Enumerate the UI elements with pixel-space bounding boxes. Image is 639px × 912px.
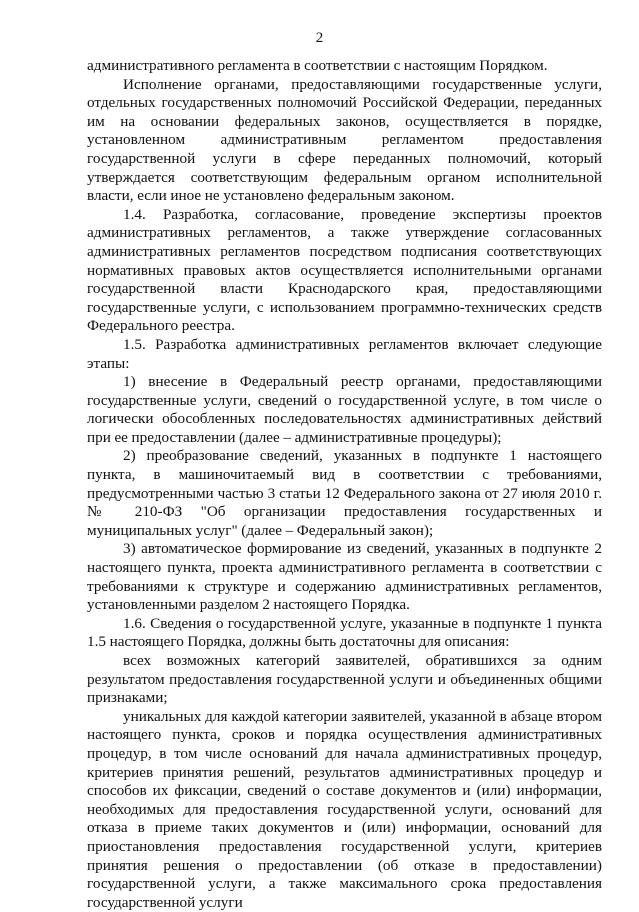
page-number: 2 — [315, 30, 324, 46]
paragraph-1-5: 1.5. Разработка административных регламентов включает следующие этапы: — [87, 335, 602, 372]
paragraph-1-6-applicant-categories: всех возможных категорий заявителей, обратившихся за одним результатом предоставления государственной услуги и объединенных общими признаками; — [87, 652, 602, 707]
paragraph-execution-of-powers: Исполнение органами, предоставляющими государственные услуги, отдельных государственных полномочий Российской Федерации, переданных им на основании федеральных законов, осуществляется в порядке, установленном административным регламентом предоставления государственной услуги в сфере переданных полномочий, который утверждается соответствующим федеральным органом исполнительной власти, если иное не установлено федеральным законом. — [87, 75, 602, 205]
paragraph-1-5-item-3: 3) автоматическое формирование из сведений, указанных в подпункте 2 настоящего пункта, проекта административного регламента в соответствии с требованиями к структуре и содержанию административных регламентов, установленными разделом 2 настоящего Порядка. — [87, 540, 602, 614]
paragraph-1-6: 1.6. Сведения о государственной услуге, указанные в подпункте 1 пункта 1.5 настоящего Порядка, должны быть достаточны для описания: — [87, 614, 602, 651]
paragraph-1-6-unique-terms: уникальных для каждой категории заявителей, указанной в абзаце втором настоящего пункта, сроков и порядка осуществления административных процедур, в том числе оснований для начала административных процедур, критериев принятия решений, результатов административных процедур и способов их фиксации, сведений о составе документов и (или) информации, необходимых для предоставления государственной услуги, оснований для отказа в приеме таких документов и (или) информации, оснований для приостановления предоставления государственной услуги, критериев принятия решения о предоставлении (об отказе в предоставлении) государственной услуги, а также максимального срока предоставления государственной услуги — [87, 707, 602, 911]
paragraph-1-5-item-1: 1) внесение в Федеральный реестр органами, предоставляющими государственные услуги, сведений о государственной услуге, в том числе о логически обособленных последовательностях административных действий при ее предоставлении (далее – административные процедуры); — [87, 373, 602, 446]
paragraph-1-5-item-2: 2) преобразование сведений, указанных в подпункте 1 настоящего пункта, в машиночитаемый вид в соответствии с требованиями, предусмотренными частью 3 статьи 12 Федерального закона от 27 июля 2010 г. № 210-ФЗ "Об организации предоставления государственных и муниципальных услуг" (далее – Федеральный закон); — [87, 447, 602, 539]
document-body — [87, 57, 602, 912]
paragraph-1-4: 1.4. Разработка, согласование, проведение экспертизы проектов административных регламентов, а также утверждение согласованных административных регламентов посредством подписания соответствующих нормативных правовых актов осуществляется исполнительными органами государственной власти Краснодарского края, предоставляющими государственные услуги, с использованием программно-технических средств Федерального реестра. — [87, 205, 602, 335]
paragraph-continuation: административного регламента в соответствии с настоящим Порядком. — [87, 57, 548, 74]
